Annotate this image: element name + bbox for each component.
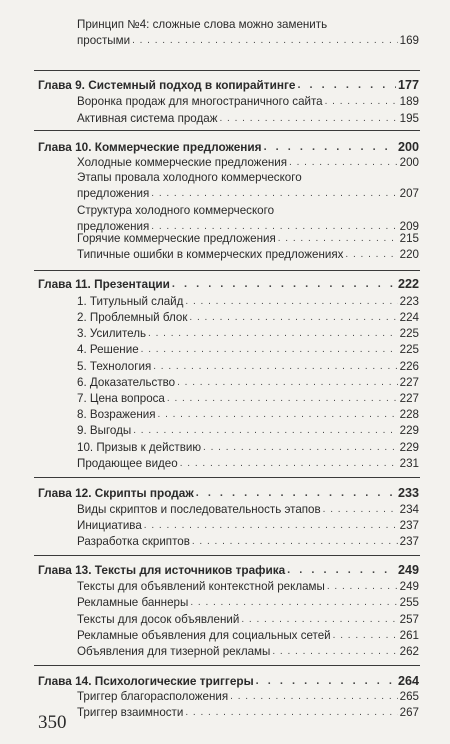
dot-leader [148,327,398,341]
dot-leader [219,112,397,126]
dot-leader [196,486,396,500]
section-title: Структура холодного коммерческого [77,204,275,217]
chapter-title: Глава 9. Системный подход в копирайтинге [38,78,296,92]
section-title: Холодные коммерческие предложения [77,156,288,169]
section-title: предложения [77,187,150,200]
page-ref: 237 [399,519,419,532]
page-ref: 195 [399,112,419,125]
section-title: Принцип №4: сложные слова можно заменить [77,18,328,31]
page-ref: 267 [399,706,419,719]
page-ref: 225 [399,343,419,356]
dot-leader [144,519,398,533]
page-ref: 231 [399,457,419,470]
section-title: 1. Титульный слайд [77,295,184,308]
section-title: 7. Цена вопроса [77,392,165,405]
dot-leader [241,613,397,627]
page-ref: 265 [399,690,419,703]
page-ref: 220 [399,248,419,261]
section-title: Тексты для досок объявлений [77,613,240,626]
section-title: 6. Доказательство [77,376,176,389]
dot-leader [189,311,397,325]
section-title: Объявления для тизерной рекламы [77,645,271,658]
page-ref: 226 [399,360,419,373]
page-ref: 224 [399,311,419,324]
dot-leader [185,295,397,309]
chapter-title: Глава 13. Тексты для источников трафика [38,563,286,577]
section-title: 4. Решение [77,343,139,356]
dot-leader [141,343,398,357]
dot-leader [185,706,397,720]
section-title: Продающее видео [77,457,178,470]
section-title: Тексты для объявлений контекстной рекламы [77,580,325,593]
dot-leader [172,277,396,291]
section-divider [34,270,420,271]
dot-leader [192,535,398,549]
page-ref: 257 [399,613,419,626]
page-ref: 262 [399,645,419,658]
section-title: Виды скриптов и последовательность этапов [77,503,321,516]
page-ref: 261 [399,629,419,642]
dot-leader [272,645,397,659]
page-ref: 225 [399,327,419,340]
page-ref: 189 [399,95,419,108]
dot-leader [203,441,398,455]
section-title: Разработка скриптов [77,535,190,548]
dot-leader [256,674,396,688]
section-title: 10. Призыв к действию [77,441,202,454]
section-divider [34,70,420,71]
section-divider [34,477,420,478]
page-ref: 233 [397,486,419,500]
section-title: 9. Выгоды [77,424,132,437]
page-ref: 215 [399,232,419,245]
page-ref: 209 [399,220,419,233]
dot-leader [327,580,398,594]
chapter-title: Глава 14. Психологические триггеры [38,674,254,688]
section-title: Рекламные объявления для социальных сетей [77,629,331,642]
page-ref: 249 [397,563,419,577]
section-title: 8. Возражения [77,408,156,421]
section-title: Активная система продаж [77,112,218,125]
section-title: Горячие коммерческие предложения [77,232,276,245]
dot-leader [167,392,398,406]
section-title: Типичные ошибки в коммерческих предложениях [77,248,344,261]
page-number: 350 [38,712,67,733]
page-ref: 223 [399,295,419,308]
dot-leader [287,563,396,577]
page-ref: 228 [399,408,419,421]
chapter-title: Глава 12. Скрипты продаж [38,486,194,500]
dot-leader [345,248,397,262]
page-ref: 237 [399,535,419,548]
dot-leader [289,156,398,170]
dot-leader [278,232,398,246]
section-title: Этапы провала холодного коммерческого [77,171,302,184]
section-title: 2. Проблемный блок [77,311,188,324]
section-title: предложения [77,220,150,233]
section-divider [34,665,420,666]
section-title: Инициатива [77,519,142,532]
dot-leader [297,78,396,92]
dot-leader [153,360,397,374]
page-ref: 200 [397,140,419,154]
dot-leader [177,376,398,390]
section-title: 5. Технология [77,360,152,373]
dot-leader [132,34,398,48]
page-ref: 177 [397,78,419,92]
dot-leader [133,424,397,438]
dot-leader [151,187,397,201]
page-ref: 227 [399,392,419,405]
section-title: простыми [77,34,131,47]
section-title: Воронка продаж для многостраничного сайта [77,95,323,108]
dot-leader [158,408,398,422]
page-ref: 249 [399,580,419,593]
page-ref: 264 [397,674,419,688]
section-title: Триггер благорасположения [77,690,229,703]
section-title: Рекламные баннеры [77,596,189,609]
page-ref: 229 [399,424,419,437]
page-ref: 227 [399,376,419,389]
chapter-title: Глава 10. Коммерческие предложения [38,140,262,154]
section-divider [34,555,420,556]
section-divider [34,130,420,131]
dot-leader [230,690,397,704]
page-ref: 169 [399,34,419,47]
page-ref: 255 [399,596,419,609]
chapter-title: Глава 11. Презентации [38,277,170,291]
page-ref: 207 [399,187,419,200]
dot-leader [180,457,398,471]
page-ref: 200 [399,156,419,169]
page-ref: 234 [399,503,419,516]
dot-leader [323,503,398,517]
page-ref: 229 [399,441,419,454]
section-title: Триггер взаимности [77,706,184,719]
dot-leader [333,629,398,643]
section-title: 3. Усилитель [77,327,147,340]
dot-leader [264,140,396,154]
dot-leader [325,95,398,109]
dot-leader [190,596,397,610]
page-ref: 222 [397,277,419,291]
